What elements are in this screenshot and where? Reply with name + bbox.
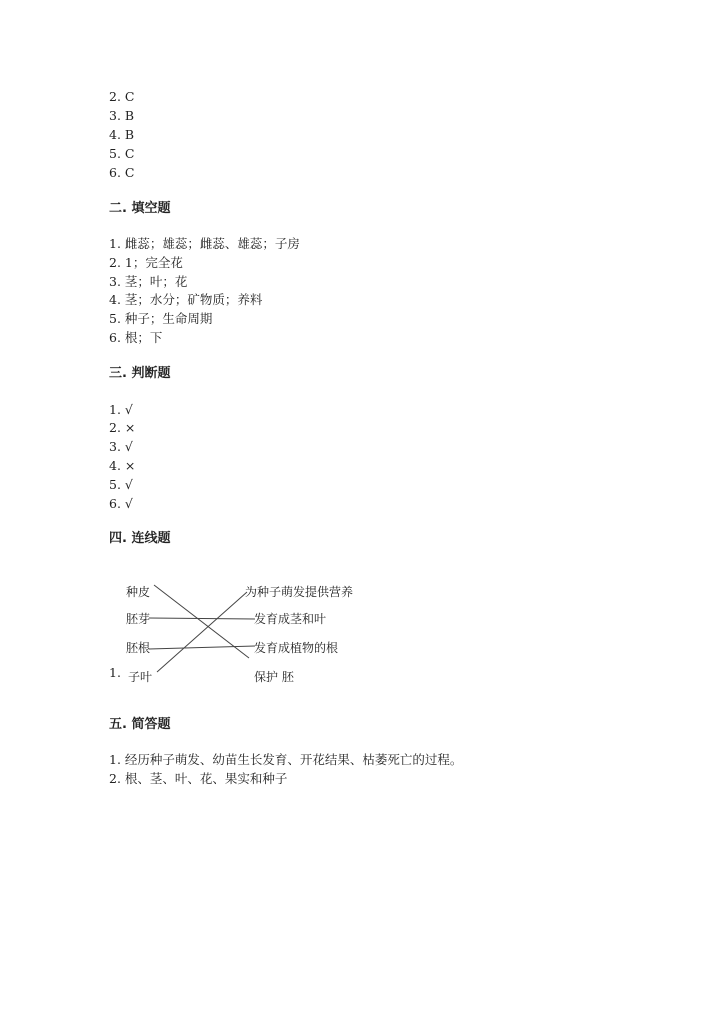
match-line-radicle [149,646,255,649]
judge-answer-2: 2. × [109,420,136,435]
judge-answer-3: 3. √ [109,439,133,454]
left-item-plumule: 胚芽 [126,612,151,626]
fill-blank-heading: 二. 填空题 [109,201,171,216]
fill-answer-4: 4. 茎；水分；矿物质；养料 [109,292,263,307]
judge-answer-4: 4. × [109,458,136,473]
choice-answer-3: 3. B [109,108,135,123]
choice-answer-4: 4. B [109,127,135,142]
fill-answer-5: 5. 种子；生命周期 [109,311,213,326]
judge-answer-6: 6. √ [109,496,133,511]
left-item-seed-coat: 种皮 [126,585,151,599]
match-line-plumule [149,618,255,619]
left-item-radicle: 胚根 [126,641,151,655]
fill-answer-2: 2. 1；完全花 [109,255,183,270]
match-line-cotyledon [157,592,247,672]
right-item-protect: 保护 胚 [254,670,294,684]
short-answer-1: 1. 经历种子萌发、幼苗生长发育、开花结果、枯萎死亡的过程。 [109,752,463,767]
right-item-root: 发育成植物的根 [254,641,339,655]
fill-answer-6: 6. 根；下 [109,330,163,345]
fill-answer-1: 1. 雌蕊；雄蕊；雌蕊、雄蕊；子房 [109,236,300,251]
short-answer-heading: 五. 简答题 [109,717,171,732]
matching-diagram [108,575,388,695]
fill-answer-3: 3. 茎；叶；花 [109,274,188,289]
judge-answer-1: 1. √ [109,402,133,417]
left-item-cotyledon: 子叶 [128,670,153,684]
judge-answer-5: 5. √ [109,477,133,492]
short-answer-2: 2. 根、茎、叶、花、果实和种子 [109,771,288,786]
choice-answer-6: 6. C [109,165,135,180]
right-item-nutrition: 为种子萌发提供营养 [245,585,354,599]
choice-answer-2: 2. C [109,89,135,104]
matching-number: 1. [109,665,121,680]
right-item-stem-leaf: 发育成茎和叶 [254,612,327,626]
matching-heading: 四. 连线题 [109,531,171,546]
true-false-heading: 三. 判断题 [109,366,171,381]
choice-answer-5: 5. C [109,146,135,161]
